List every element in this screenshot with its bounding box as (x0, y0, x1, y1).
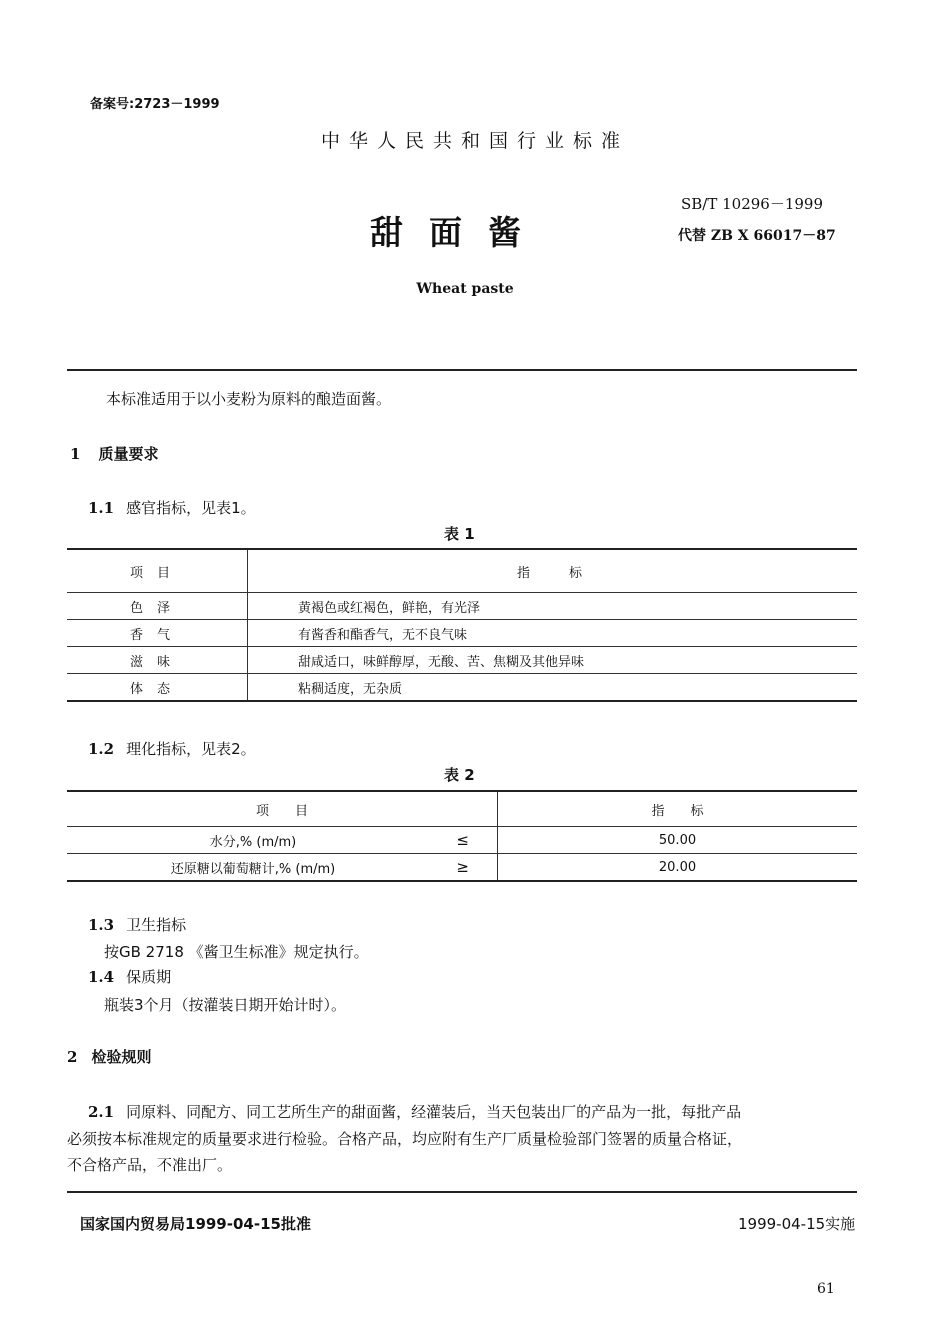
header-divider (67, 369, 857, 371)
table-row (67, 827, 857, 854)
section-1-number: 1 (70, 445, 81, 463)
clause-1-3 (88, 914, 186, 935)
table-row (67, 674, 857, 702)
table-cell-value: 20.00 (498, 854, 858, 882)
clause-1-4-title: 保质期 (126, 968, 172, 986)
table-header-cell: 项 目 (67, 791, 498, 827)
footer-divider (67, 1191, 857, 1193)
standard-code: SB/T 10296－1999 (681, 195, 824, 213)
table-header-cell: 项目 (67, 549, 248, 593)
comparison-operator: ≤ (456, 831, 469, 849)
clause-1-3-title: 卫生指标 (126, 916, 187, 934)
clause-1-4-number: 1.4 (88, 968, 115, 986)
clause-1-1-text: 感官指标，见表1。 (126, 499, 256, 517)
physicochemical-table (67, 790, 857, 882)
table-cell-value: 有酱香和酯香气，无不良气味 (248, 620, 858, 647)
clause-1-3-number: 1.3 (88, 916, 115, 934)
table-header-cell: 指 标 (498, 791, 858, 827)
sensory-table (67, 548, 857, 702)
item-label: 水分,% (m/m) (209, 834, 297, 850)
table-cell-value: 50.00 (498, 827, 858, 854)
clause-2-1-line-1 (88, 1101, 741, 1122)
page-number: 61 (817, 1281, 835, 1297)
table-1-caption: 表 1 (444, 525, 475, 543)
effective-date: 1999-04-15实施 (738, 1215, 856, 1233)
document-subtitle: Wheat paste (416, 281, 514, 297)
table-row (67, 593, 857, 620)
section-1-title: 质量要求 (98, 445, 159, 463)
table-cell-item: 滋味 (67, 647, 248, 674)
comparison-operator: ≥ (456, 858, 469, 876)
table-cell-value: 甜咸适口，味鲜醇厚，无酸、苦、焦糊及其他异味 (248, 647, 858, 674)
replaces-standard: 代替 ZB X 66017－87 (678, 228, 836, 244)
clause-2-1-number: 2.1 (88, 1103, 115, 1121)
table-row (67, 854, 857, 882)
table-cell-item (67, 854, 498, 882)
table-cell-item: 色泽 (67, 593, 248, 620)
clause-1-2 (88, 738, 256, 759)
scope-text: 本标准适用于以小麦粉为原料的酿造面酱。 (106, 390, 392, 408)
table-cell-value: 粘稠适度，无杂质 (248, 674, 858, 702)
section-2-title: 检验规则 (91, 1048, 152, 1066)
table-cell-item (67, 827, 498, 854)
table-row (67, 647, 857, 674)
table-header-row (67, 549, 857, 593)
table-cell-value: 黄褐色或红褐色，鲜艳，有光泽 (248, 593, 858, 620)
standard-category: 中华人民共和国行业标准 (320, 130, 629, 152)
clause-1-1-number: 1.1 (88, 499, 115, 517)
section-2-heading (67, 1046, 151, 1067)
item-label: 还原糖以葡萄糖计,% (m/m) (170, 861, 336, 877)
table-header-row (67, 791, 857, 827)
clause-1-4 (88, 966, 171, 987)
section-1-heading (70, 443, 158, 464)
clause-1-2-number: 1.2 (88, 740, 115, 758)
record-number: 备案号:2723－1999 (90, 97, 220, 112)
section-2-number: 2 (67, 1048, 78, 1066)
table-cell-item: 香气 (67, 620, 248, 647)
clause-2-1-line-3: 不合格产品，不准出厂。 (67, 1156, 233, 1174)
table-header-cell: 指 标 (248, 549, 858, 593)
table-row (67, 620, 857, 647)
table-2-caption: 表 2 (444, 766, 475, 784)
clause-1-4-text: 瓶装3个月（按灌装日期开始计时）。 (104, 996, 347, 1014)
clause-2-1-line-2: 必须按本标准规定的质量要求进行检验。合格产品，均应附有生产厂质量检验部门签署的质量合格证， (67, 1130, 743, 1148)
clause-2-1-text: 同原料、同配方、同工艺所生产的甜面酱，经灌装后，当天包装出厂的产品为一批，每批产品 (126, 1103, 742, 1121)
document-title: 甜面酱 (370, 213, 547, 252)
table-cell-item: 体态 (67, 674, 248, 702)
clause-1-1 (88, 497, 256, 518)
approval-info: 国家国内贸易局1999-04-15批准 (80, 1215, 311, 1233)
clause-1-2-text: 理化指标，见表2。 (126, 740, 256, 758)
clause-1-3-text: 按GB 2718 《酱卫生标准》规定执行。 (104, 943, 369, 961)
